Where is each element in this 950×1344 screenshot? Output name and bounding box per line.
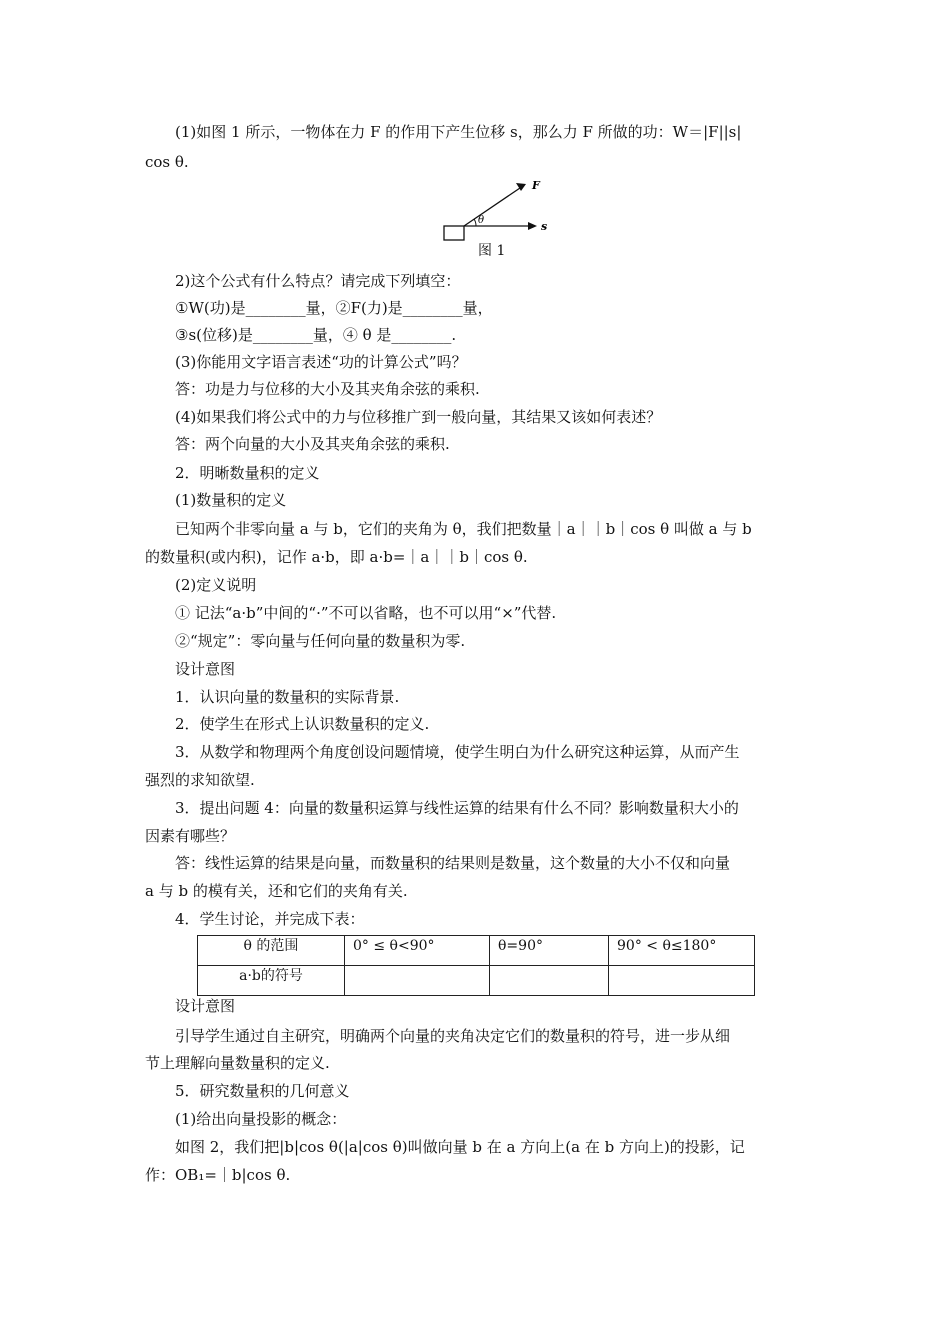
design-intent-item-3-cont: 强烈的求知欲望. bbox=[145, 771, 255, 789]
discussion-heading-4: 4．学生讨论，并完成下表： bbox=[175, 910, 365, 928]
table-cell: θ=90° bbox=[490, 936, 609, 966]
design-intent-item-2: 2．使学生在形式上认识数量积的定义. bbox=[175, 715, 430, 733]
question-3: (3)你能用文字语言表述“功的计算公式”吗？ bbox=[175, 353, 467, 371]
subheading-definition: (1)数量积的定义 bbox=[175, 491, 287, 509]
fill-blank-line-1: ①W(功)是________量，②F(力)是________量， bbox=[175, 299, 493, 317]
paragraph-projection-cont: 作：OB₁=｜b|cos θ. bbox=[145, 1166, 291, 1184]
subheading-projection: (1)给出向量投影的概念： bbox=[175, 1110, 347, 1128]
table-cell: a·b的符号 bbox=[198, 966, 345, 996]
explanation-item-2: ②“规定”：零向量与任何向量的数量积为零. bbox=[175, 632, 466, 650]
force-label: F bbox=[532, 179, 540, 192]
explanation-item-1: ① 记法“a·b”中间的“·”不可以省略，也不可以用“×”代替. bbox=[175, 604, 557, 622]
table-cell-empty bbox=[609, 966, 755, 996]
paragraph-formula-features: 2)这个公式有什么特点？请完成下列填空： bbox=[175, 272, 461, 290]
table-cell-empty bbox=[345, 966, 490, 996]
design-intent-heading-2: 设计意图 bbox=[175, 997, 236, 1015]
design-intent-item-1: 1．认识向量的数量积的实际背景. bbox=[175, 688, 400, 706]
fill-blank-line-2: ③s(位移)是________量，④ θ 是________. bbox=[175, 326, 457, 344]
paragraph-projection: 如图 2，我们把|b|cos θ(|a|cos θ)叫做向量 b 在 a 方向上(a 在 b 方向上)的投影，记 bbox=[175, 1138, 745, 1156]
object-box bbox=[444, 226, 464, 240]
section-heading-5: 5．研究数量积的几何意义 bbox=[175, 1082, 350, 1100]
design-intent-heading-1: 设计意图 bbox=[175, 660, 236, 678]
table-cell: θ 的范围 bbox=[198, 936, 345, 966]
displacement-arrowhead bbox=[528, 222, 537, 230]
answer-4: 答：两个向量的大小及其夹角余弦的乘积. bbox=[175, 435, 450, 453]
answer-linear-vs-dot-cont: a 与 b 的模有关，还和它们的夹角有关. bbox=[145, 882, 408, 900]
table-row bbox=[198, 966, 755, 996]
question-heading-3: 3．提出问题 4：向量的数量积运算与线性运算的结果有什么不同？影响数量积大小的 bbox=[175, 799, 739, 817]
paragraph-definition: 已知两个非零向量 a 与 b，它们的夹角为 θ，我们把数量｜a｜｜b｜cos θ 叫做 a 与 b bbox=[175, 520, 752, 538]
figure-1-caption: 图 1 bbox=[478, 243, 506, 259]
table-cell-empty bbox=[490, 966, 609, 996]
paragraph-work-formula: (1)如图 1 所示，一物体在力 F 的作用下产生位移 s，那么力 F 所做的功：W＝|F||s| bbox=[175, 123, 742, 141]
question-heading-3-cont: 因素有哪些？ bbox=[145, 827, 236, 845]
theta-label: θ bbox=[478, 215, 485, 226]
answer-3: 答：功是力与位移的大小及其夹角余弦的乘积. bbox=[175, 380, 480, 398]
design-intent-paragraph-cont: 节上理解向量数量积的定义. bbox=[145, 1054, 330, 1072]
table-row bbox=[198, 936, 755, 966]
angle-arc bbox=[474, 219, 476, 226]
question-4: (4)如果我们将公式中的力与位移推广到一般向量，其结果又该如何表述？ bbox=[175, 408, 662, 426]
subheading-explanation: (2)定义说明 bbox=[175, 576, 257, 594]
answer-linear-vs-dot: 答：线性运算的结果是向量，而数量积的结果则是数量，这个数量的大小不仅和向量 bbox=[175, 854, 731, 872]
sign-table bbox=[197, 935, 755, 996]
force-arrow-line bbox=[464, 188, 520, 226]
design-intent-item-3: 3．从数学和物理两个角度创设问题情境，使学生明白为什么研究这种运算，从而产生 bbox=[175, 743, 740, 761]
paragraph-definition-cont: 的数量积(或内积)，记作 a·b，即 a·b=｜a｜｜b｜cos θ. bbox=[145, 548, 528, 566]
table-cell: 0° ≤ θ<90° bbox=[345, 936, 490, 966]
design-intent-paragraph: 引导学生通过自主研究，明确两个向量的夹角决定它们的数量积的符号，进一步从细 bbox=[175, 1027, 731, 1045]
paragraph-work-formula-cont: cos θ. bbox=[145, 153, 189, 171]
section-heading-2: 2．明晰数量积的定义 bbox=[175, 464, 320, 482]
displacement-label: s bbox=[541, 220, 548, 233]
table-cell: 90° < θ≤180° bbox=[609, 936, 755, 966]
